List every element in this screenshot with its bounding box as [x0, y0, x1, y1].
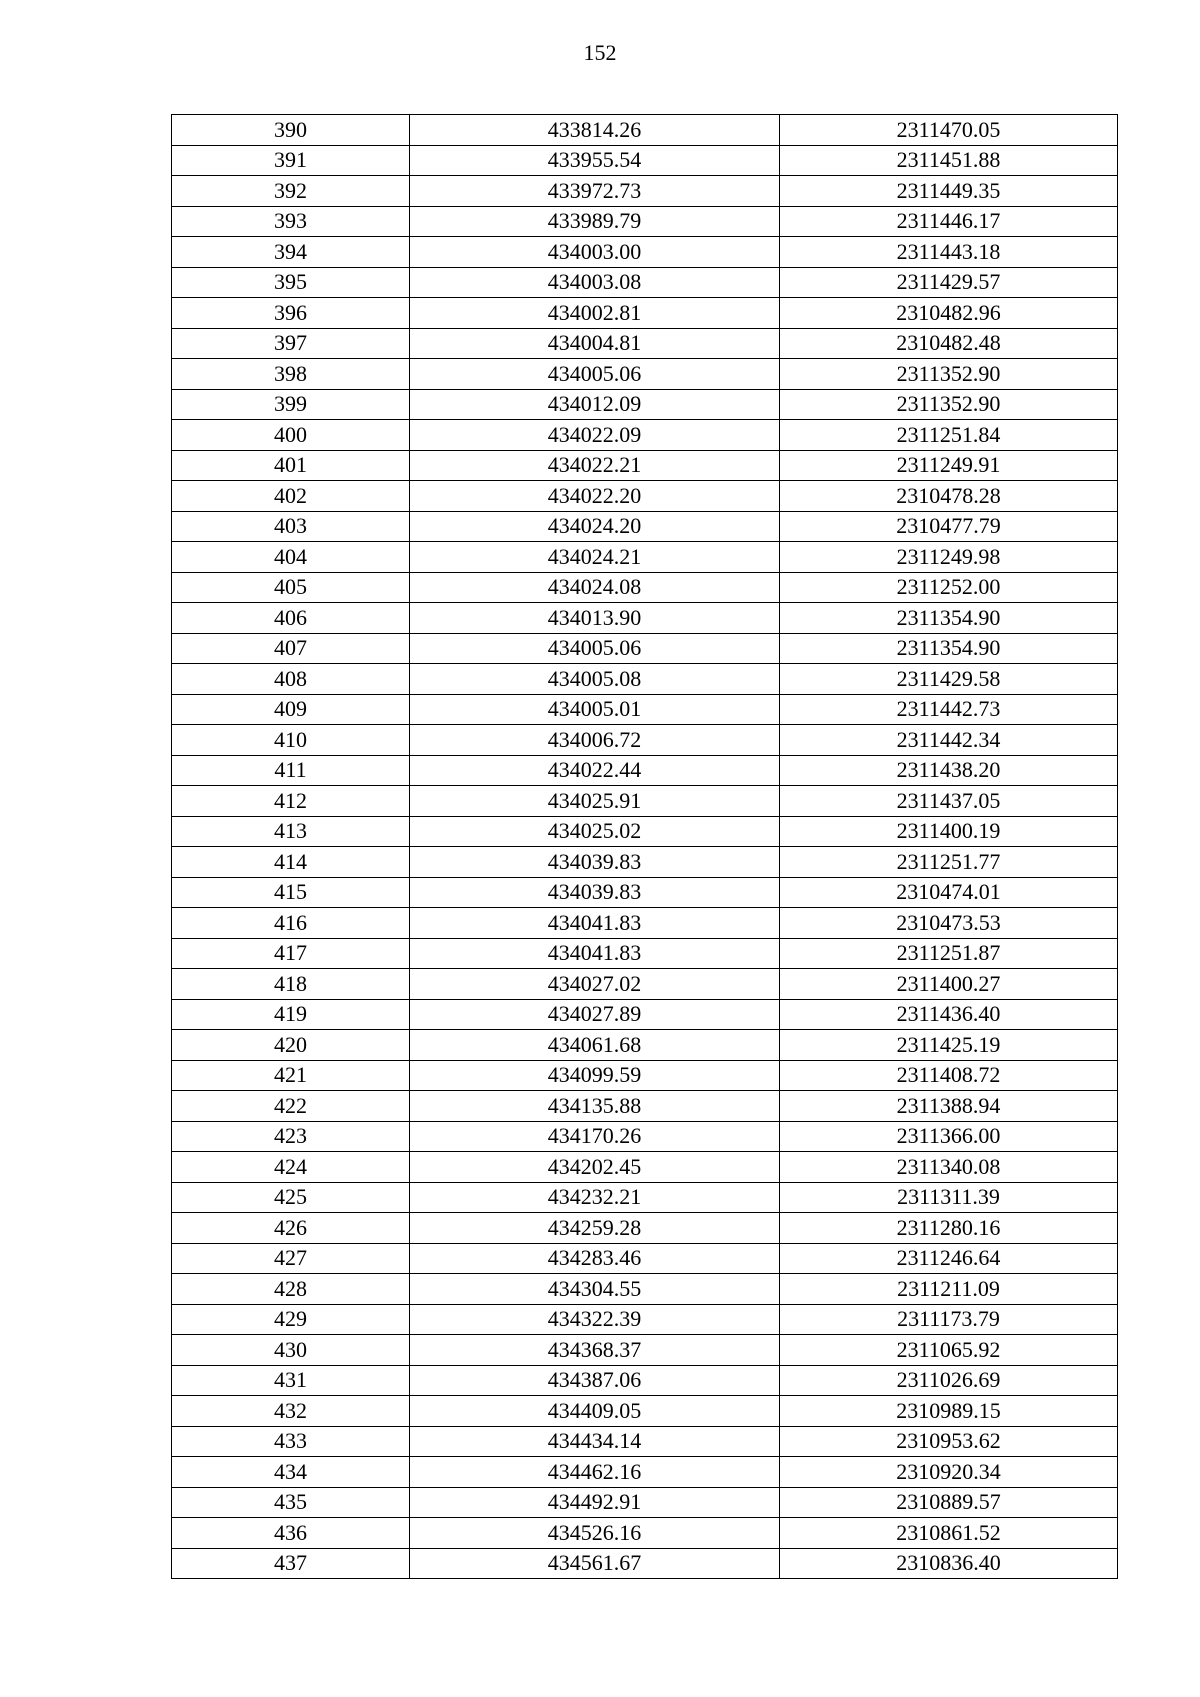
- x-coordinate-cell: 434022.44: [410, 755, 780, 786]
- y-coordinate-cell: 2311352.90: [780, 389, 1118, 420]
- x-coordinate-cell: 434232.21: [410, 1182, 780, 1213]
- table-row: [172, 1152, 1118, 1183]
- x-coordinate-cell: 434202.45: [410, 1152, 780, 1183]
- y-coordinate-cell: 2311388.94: [780, 1091, 1118, 1122]
- point-number-cell: 413: [172, 816, 410, 847]
- y-coordinate-cell: 2311408.72: [780, 1060, 1118, 1091]
- table-row: [172, 633, 1118, 664]
- point-number-cell: 415: [172, 877, 410, 908]
- table-row: [172, 1426, 1118, 1457]
- x-coordinate-cell: 433972.73: [410, 176, 780, 207]
- x-coordinate-cell: 434368.37: [410, 1335, 780, 1366]
- y-coordinate-cell: 2311249.91: [780, 450, 1118, 481]
- y-coordinate-cell: 2310477.79: [780, 511, 1118, 542]
- point-number-cell: 400: [172, 420, 410, 451]
- point-number-cell: 402: [172, 481, 410, 512]
- table-row: [172, 755, 1118, 786]
- table-row: [172, 1335, 1118, 1366]
- point-number-cell: 392: [172, 176, 410, 207]
- y-coordinate-cell: 2311442.34: [780, 725, 1118, 756]
- table-row: [172, 1548, 1118, 1579]
- y-coordinate-cell: 2311340.08: [780, 1152, 1118, 1183]
- table-row: [172, 1274, 1118, 1305]
- x-coordinate-cell: 434041.83: [410, 938, 780, 969]
- point-number-cell: 390: [172, 115, 410, 146]
- point-number-cell: 410: [172, 725, 410, 756]
- x-coordinate-cell: 434005.06: [410, 359, 780, 390]
- x-coordinate-cell: 434526.16: [410, 1518, 780, 1549]
- table-row: [172, 725, 1118, 756]
- table-row: [172, 450, 1118, 481]
- y-coordinate-cell: 2311251.87: [780, 938, 1118, 969]
- y-coordinate-cell: 2311400.27: [780, 969, 1118, 1000]
- x-coordinate-cell: 434022.09: [410, 420, 780, 451]
- x-coordinate-cell: 434259.28: [410, 1213, 780, 1244]
- y-coordinate-cell: 2310478.28: [780, 481, 1118, 512]
- table-row: [172, 1091, 1118, 1122]
- y-coordinate-cell: 2311352.90: [780, 359, 1118, 390]
- table-row: [172, 145, 1118, 176]
- y-coordinate-cell: 2311451.88: [780, 145, 1118, 176]
- table-row: [172, 603, 1118, 634]
- x-coordinate-cell: 434005.01: [410, 694, 780, 725]
- point-number-cell: 429: [172, 1304, 410, 1335]
- table-row: [172, 237, 1118, 268]
- table-row: [172, 511, 1118, 542]
- y-coordinate-cell: 2311436.40: [780, 999, 1118, 1030]
- table-row: [172, 420, 1118, 451]
- point-number-cell: 411: [172, 755, 410, 786]
- table-row: [172, 115, 1118, 146]
- y-coordinate-cell: 2311429.57: [780, 267, 1118, 298]
- point-number-cell: 431: [172, 1365, 410, 1396]
- y-coordinate-cell: 2311173.79: [780, 1304, 1118, 1335]
- y-coordinate-cell: 2311438.20: [780, 755, 1118, 786]
- x-coordinate-cell: 433814.26: [410, 115, 780, 146]
- y-coordinate-cell: 2311446.17: [780, 206, 1118, 237]
- table-row: [172, 1304, 1118, 1335]
- x-coordinate-cell: 434027.02: [410, 969, 780, 1000]
- point-number-cell: 425: [172, 1182, 410, 1213]
- y-coordinate-cell: 2311425.19: [780, 1030, 1118, 1061]
- table-row: [172, 908, 1118, 939]
- y-coordinate-cell: 2311251.77: [780, 847, 1118, 878]
- point-number-cell: 427: [172, 1243, 410, 1274]
- table-row: [172, 847, 1118, 878]
- table-row: [172, 816, 1118, 847]
- x-coordinate-cell: 434304.55: [410, 1274, 780, 1305]
- point-number-cell: 408: [172, 664, 410, 695]
- x-coordinate-cell: 434387.06: [410, 1365, 780, 1396]
- point-number-cell: 412: [172, 786, 410, 817]
- x-coordinate-cell: 433955.54: [410, 145, 780, 176]
- point-number-cell: 416: [172, 908, 410, 939]
- x-coordinate-cell: 434006.72: [410, 725, 780, 756]
- x-coordinate-cell: 434099.59: [410, 1060, 780, 1091]
- point-number-cell: 396: [172, 298, 410, 329]
- y-coordinate-cell: 2311470.05: [780, 115, 1118, 146]
- y-coordinate-cell: 2311437.05: [780, 786, 1118, 817]
- point-number-cell: 430: [172, 1335, 410, 1366]
- x-coordinate-cell: 434005.06: [410, 633, 780, 664]
- y-coordinate-cell: 2311252.00: [780, 572, 1118, 603]
- x-coordinate-cell: 434492.91: [410, 1487, 780, 1518]
- table-row: [172, 481, 1118, 512]
- point-number-cell: 421: [172, 1060, 410, 1091]
- x-coordinate-cell: 434003.08: [410, 267, 780, 298]
- point-number-cell: 418: [172, 969, 410, 1000]
- y-coordinate-cell: 2311065.92: [780, 1335, 1118, 1366]
- table-row: [172, 359, 1118, 390]
- point-number-cell: 405: [172, 572, 410, 603]
- coordinates-table: [171, 114, 1118, 1579]
- point-number-cell: 399: [172, 389, 410, 420]
- table-row: [172, 664, 1118, 695]
- coordinates-table-body: [172, 115, 1118, 1579]
- point-number-cell: 432: [172, 1396, 410, 1427]
- table-row: [172, 572, 1118, 603]
- table-row: [172, 1121, 1118, 1152]
- x-coordinate-cell: 434039.83: [410, 877, 780, 908]
- table-row: [172, 999, 1118, 1030]
- table-row: [172, 1060, 1118, 1091]
- x-coordinate-cell: 434322.39: [410, 1304, 780, 1335]
- page-number: 152: [583, 40, 617, 65]
- point-number-cell: 404: [172, 542, 410, 573]
- point-number-cell: 407: [172, 633, 410, 664]
- y-coordinate-cell: 2311246.64: [780, 1243, 1118, 1274]
- point-number-cell: 401: [172, 450, 410, 481]
- point-number-cell: 394: [172, 237, 410, 268]
- table-row: [172, 1030, 1118, 1061]
- table-row: [172, 328, 1118, 359]
- point-number-cell: 409: [172, 694, 410, 725]
- point-number-cell: 420: [172, 1030, 410, 1061]
- table-row: [172, 1396, 1118, 1427]
- x-coordinate-cell: 434024.08: [410, 572, 780, 603]
- point-number-cell: 414: [172, 847, 410, 878]
- y-coordinate-cell: 2311311.39: [780, 1182, 1118, 1213]
- table-row: [172, 877, 1118, 908]
- point-number-cell: 426: [172, 1213, 410, 1244]
- point-number-cell: 398: [172, 359, 410, 390]
- table-row: [172, 1243, 1118, 1274]
- point-number-cell: 419: [172, 999, 410, 1030]
- point-number-cell: 423: [172, 1121, 410, 1152]
- x-coordinate-cell: 434041.83: [410, 908, 780, 939]
- point-number-cell: 433: [172, 1426, 410, 1457]
- x-coordinate-cell: 434024.20: [410, 511, 780, 542]
- y-coordinate-cell: 2311251.84: [780, 420, 1118, 451]
- table-row: [172, 298, 1118, 329]
- table-row: [172, 1182, 1118, 1213]
- x-coordinate-cell: 434170.26: [410, 1121, 780, 1152]
- x-coordinate-cell: 434022.20: [410, 481, 780, 512]
- y-coordinate-cell: 2311442.73: [780, 694, 1118, 725]
- y-coordinate-cell: 2311366.00: [780, 1121, 1118, 1152]
- x-coordinate-cell: 434135.88: [410, 1091, 780, 1122]
- x-coordinate-cell: 434027.89: [410, 999, 780, 1030]
- y-coordinate-cell: 2310482.48: [780, 328, 1118, 359]
- point-number-cell: 434: [172, 1457, 410, 1488]
- y-coordinate-cell: 2311443.18: [780, 237, 1118, 268]
- point-number-cell: 403: [172, 511, 410, 542]
- point-number-cell: 395: [172, 267, 410, 298]
- point-number-cell: 428: [172, 1274, 410, 1305]
- table-row: [172, 1518, 1118, 1549]
- table-row: [172, 1213, 1118, 1244]
- x-coordinate-cell: 434462.16: [410, 1457, 780, 1488]
- point-number-cell: 436: [172, 1518, 410, 1549]
- table-row: [172, 542, 1118, 573]
- y-coordinate-cell: 2310861.52: [780, 1518, 1118, 1549]
- y-coordinate-cell: 2310920.34: [780, 1457, 1118, 1488]
- y-coordinate-cell: 2311026.69: [780, 1365, 1118, 1396]
- x-coordinate-cell: 434003.00: [410, 237, 780, 268]
- x-coordinate-cell: 434025.91: [410, 786, 780, 817]
- x-coordinate-cell: 434409.05: [410, 1396, 780, 1427]
- point-number-cell: 417: [172, 938, 410, 969]
- table-row: [172, 786, 1118, 817]
- table-row: [172, 389, 1118, 420]
- x-coordinate-cell: 434561.67: [410, 1548, 780, 1579]
- table-row: [172, 1365, 1118, 1396]
- y-coordinate-cell: 2310889.57: [780, 1487, 1118, 1518]
- x-coordinate-cell: 434039.83: [410, 847, 780, 878]
- table-row: [172, 176, 1118, 207]
- y-coordinate-cell: 2311249.98: [780, 542, 1118, 573]
- y-coordinate-cell: 2311400.19: [780, 816, 1118, 847]
- x-coordinate-cell: 434434.14: [410, 1426, 780, 1457]
- point-number-cell: 406: [172, 603, 410, 634]
- x-coordinate-cell: 434005.08: [410, 664, 780, 695]
- x-coordinate-cell: 434061.68: [410, 1030, 780, 1061]
- x-coordinate-cell: 434025.02: [410, 816, 780, 847]
- table-row: [172, 694, 1118, 725]
- table-row: [172, 1487, 1118, 1518]
- point-number-cell: 424: [172, 1152, 410, 1183]
- x-coordinate-cell: 434002.81: [410, 298, 780, 329]
- point-number-cell: 393: [172, 206, 410, 237]
- y-coordinate-cell: 2310482.96: [780, 298, 1118, 329]
- y-coordinate-cell: 2310473.53: [780, 908, 1118, 939]
- y-coordinate-cell: 2311449.35: [780, 176, 1118, 207]
- point-number-cell: 435: [172, 1487, 410, 1518]
- y-coordinate-cell: 2311354.90: [780, 603, 1118, 634]
- table-row: [172, 969, 1118, 1000]
- x-coordinate-cell: 434004.81: [410, 328, 780, 359]
- y-coordinate-cell: 2310953.62: [780, 1426, 1118, 1457]
- table-row: [172, 938, 1118, 969]
- y-coordinate-cell: 2311354.90: [780, 633, 1118, 664]
- y-coordinate-cell: 2310474.01: [780, 877, 1118, 908]
- x-coordinate-cell: 434013.90: [410, 603, 780, 634]
- point-number-cell: 391: [172, 145, 410, 176]
- point-number-cell: 397: [172, 328, 410, 359]
- y-coordinate-cell: 2311429.58: [780, 664, 1118, 695]
- table-row: [172, 206, 1118, 237]
- x-coordinate-cell: 434024.21: [410, 542, 780, 573]
- y-coordinate-cell: 2311280.16: [780, 1213, 1118, 1244]
- point-number-cell: 437: [172, 1548, 410, 1579]
- y-coordinate-cell: 2310989.15: [780, 1396, 1118, 1427]
- x-coordinate-cell: 434012.09: [410, 389, 780, 420]
- table-row: [172, 1457, 1118, 1488]
- x-coordinate-cell: 433989.79: [410, 206, 780, 237]
- y-coordinate-cell: 2310836.40: [780, 1548, 1118, 1579]
- x-coordinate-cell: 434022.21: [410, 450, 780, 481]
- x-coordinate-cell: 434283.46: [410, 1243, 780, 1274]
- point-number-cell: 422: [172, 1091, 410, 1122]
- y-coordinate-cell: 2311211.09: [780, 1274, 1118, 1305]
- table-row: [172, 267, 1118, 298]
